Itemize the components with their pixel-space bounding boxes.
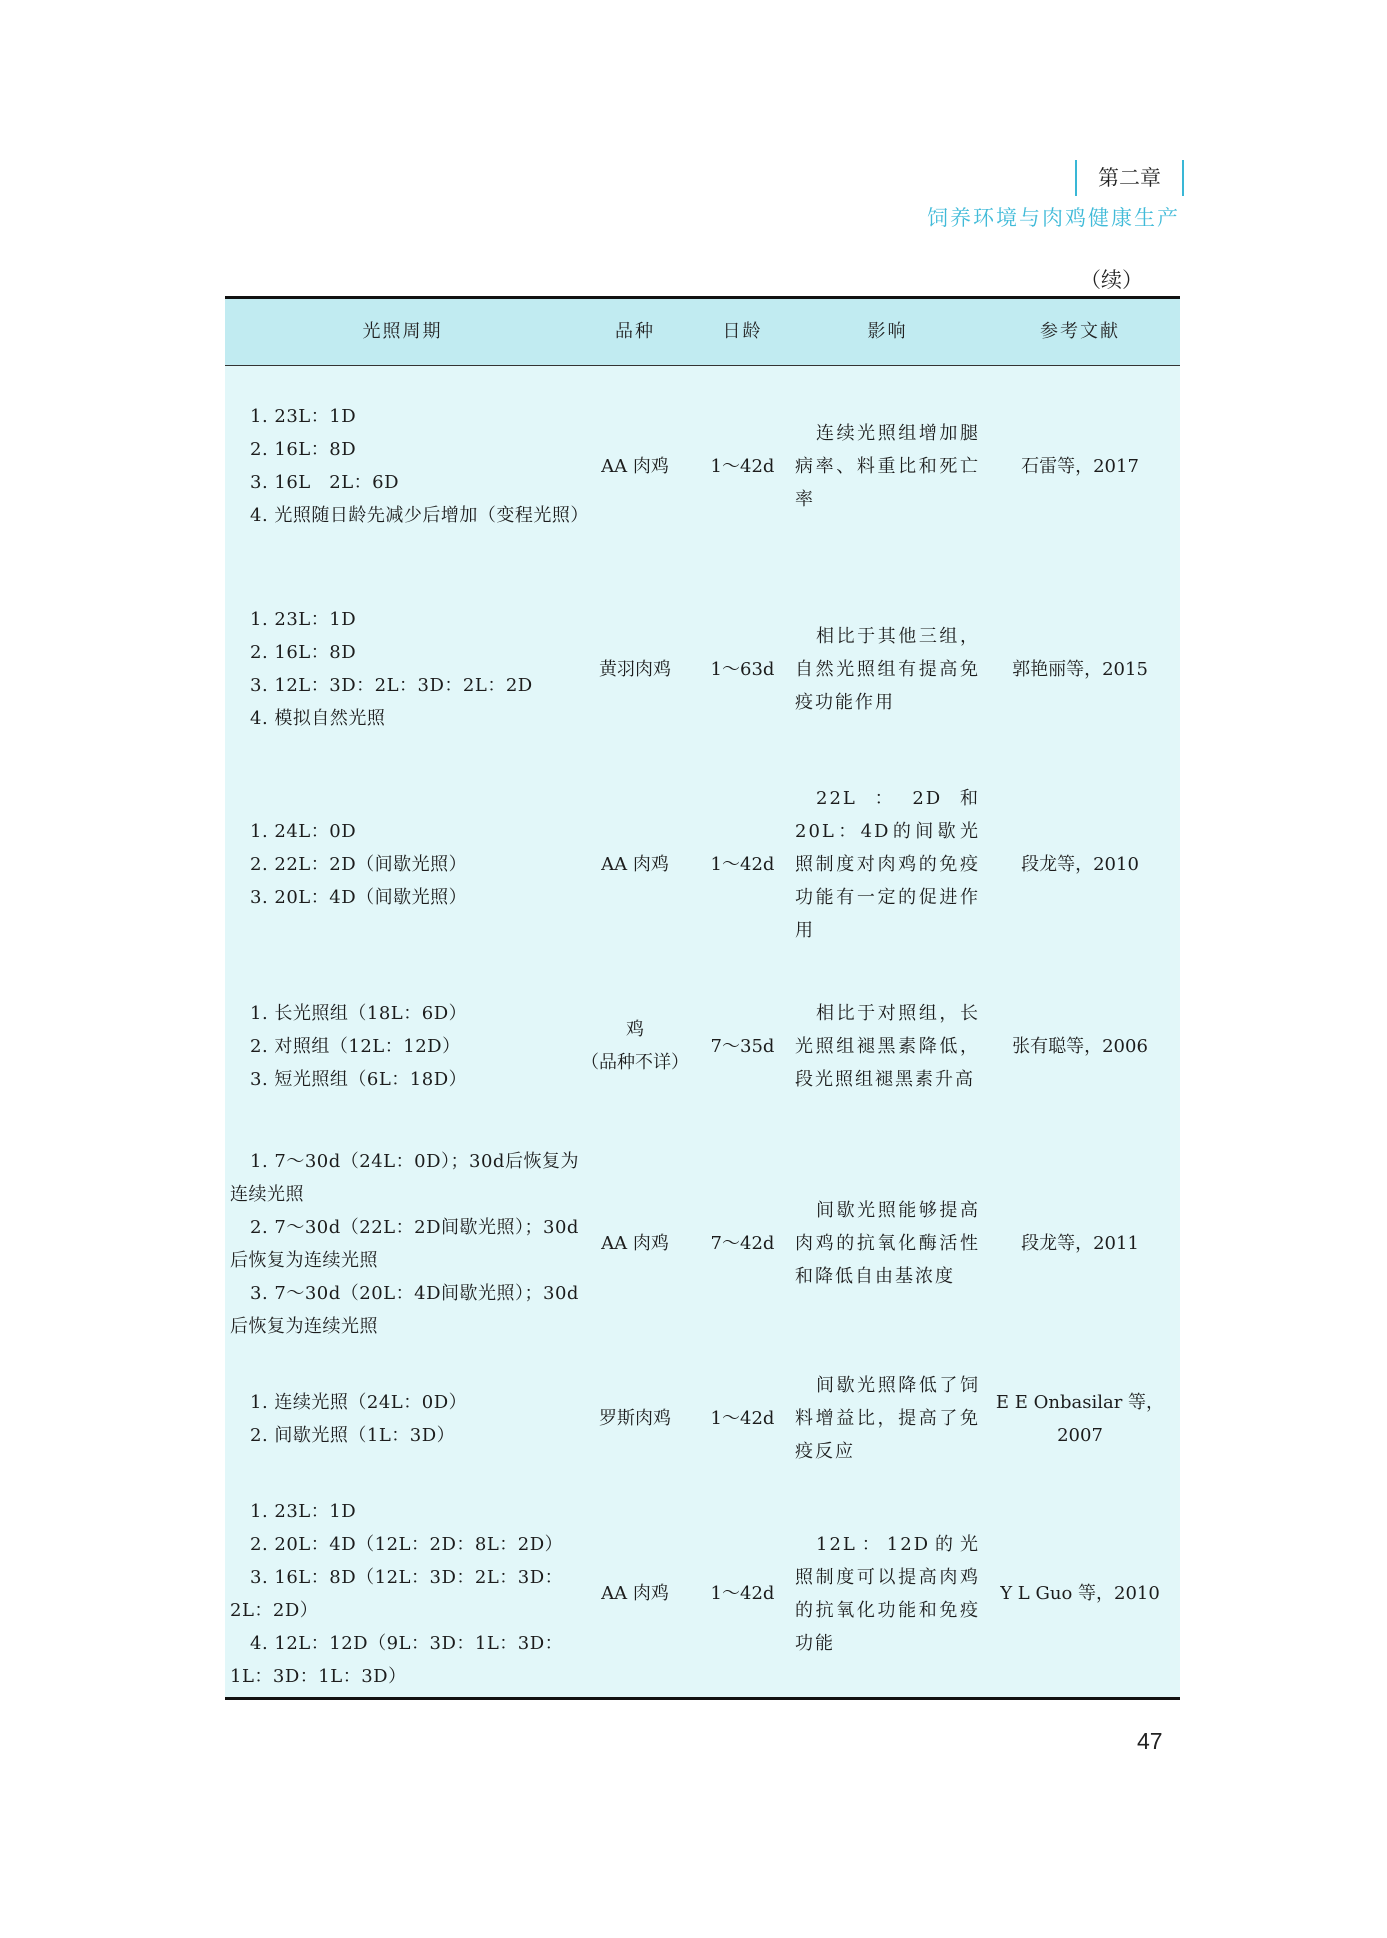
period-item: 1. 24L：0D — [250, 820, 357, 842]
period-item: 3. 20L：4D（间歇光照） — [250, 886, 468, 908]
age-text: 1～42d — [710, 1583, 775, 1604]
cell-age — [690, 566, 795, 772]
table-row — [225, 566, 1180, 772]
cell-effect — [795, 1486, 980, 1701]
cell-age — [690, 1136, 795, 1351]
effect-text: 连续光照组增加腿病率、料重比和死亡率 — [795, 422, 980, 510]
reference-text: E E Onbasilar 等，2007 — [995, 1391, 1165, 1446]
cell-reference — [980, 1351, 1180, 1486]
cell-breed — [580, 1351, 690, 1486]
period-item: 1. 23L：1D — [250, 609, 357, 630]
continued-label: （续） — [1080, 268, 1143, 292]
cell-age — [690, 366, 795, 566]
effect-text: 相比于其他三组，自然光照组有提高免疫功能作用 — [795, 625, 980, 713]
breed-text: AA 肉鸡 — [601, 455, 669, 477]
age-text: 1～42d — [710, 853, 775, 875]
effect-text: 22L：2D和20L：4D的间歇光照制度对肉鸡的免疫功能有一定的促进作用 — [795, 787, 980, 941]
cell-light-period — [225, 1351, 580, 1486]
breed-text: 罗斯肉鸡 — [599, 1408, 671, 1429]
effect-text: 12L：12D的光照制度可以提高肉鸡的抗氧化功能和免疫功能 — [795, 1533, 980, 1654]
effect-text: 间歇光照降低了饲料增益比，提高了免疫反应 — [795, 1375, 980, 1462]
breed-text: AA 肉鸡 — [601, 1233, 669, 1254]
breed-text: AA 肉鸡 — [601, 853, 669, 875]
cell-reference — [980, 1136, 1180, 1351]
cell-breed — [580, 366, 690, 566]
table-row — [225, 1351, 1180, 1486]
table-row — [225, 1486, 1180, 1701]
period-item: 2. 间歇光照（1L：3D） — [250, 1424, 456, 1446]
cell-reference — [980, 1486, 1180, 1701]
breed-text: 鸡 （品种不详） — [581, 1019, 689, 1073]
cell-reference — [980, 956, 1180, 1136]
period-item: 4. 12L：12D（9L：3D：1L：3D：1L：3D：1L：3D） — [230, 1632, 564, 1687]
column-header-reference: 参考文献 — [1040, 321, 1120, 342]
cell-effect — [795, 366, 980, 566]
cell-breed — [580, 1486, 690, 1701]
period-item: 1. 23L：1D — [250, 406, 357, 427]
cell-breed — [580, 566, 690, 772]
reference-text: 郭艳丽等，2015 — [1012, 658, 1148, 680]
period-item: 3. 7～30d（20L：4D间歇光照）；30d后恢复为连续光照 — [230, 1282, 579, 1337]
period-item: 3. 16L：8D（12L：3D：2L：3D：2L：2D） — [230, 1566, 564, 1621]
reference-text: 石雷等，2017 — [1021, 455, 1139, 477]
cell-breed — [580, 956, 690, 1136]
age-text: 1～42d — [710, 1408, 775, 1429]
effect-text: 相比于对照组，长光照组褪黑素降低，段光照组褪黑素升高 — [795, 1002, 980, 1090]
period-item: 2. 对照组（12L：12D） — [250, 1035, 461, 1057]
period-item: 1. 连续光照（24L：0D） — [250, 1391, 468, 1413]
period-item: 1. 23L：1D — [250, 1500, 357, 1522]
period-item: 3. 12L：3D：2L：3D：2L：2D — [250, 675, 533, 696]
breed-text: AA 肉鸡 — [601, 1583, 669, 1604]
period-item: 1. 7～30d（24L：0D）；30d后恢复为连续光照 — [230, 1150, 579, 1205]
reference-text: 段龙等，2010 — [1021, 853, 1139, 875]
cell-effect — [795, 956, 980, 1136]
period-item: 2. 22L：2D（间歇光照） — [250, 853, 468, 875]
cell-age — [690, 956, 795, 1136]
cell-breed — [580, 1136, 690, 1351]
reference-text: 段龙等，2011 — [1021, 1233, 1139, 1254]
table-row — [225, 1136, 1180, 1351]
cell-age — [690, 772, 795, 956]
breed-text: 黄羽肉鸡 — [599, 658, 671, 680]
column-header-breed: 品种 — [615, 321, 655, 342]
cell-light-period — [225, 566, 580, 772]
cell-light-period — [225, 772, 580, 956]
reference-text: Y L Guo 等，2010 — [1000, 1583, 1160, 1604]
period-item: 2. 20L：4D（12L：2D：8L：2D） — [250, 1533, 564, 1555]
chapter-label: 第二章 — [1075, 160, 1184, 196]
cell-effect — [795, 772, 980, 956]
effect-text: 间歇光照能够提高肉鸡的抗氧化酶活性和降低自由基浓度 — [795, 1200, 980, 1287]
cell-effect — [795, 1136, 980, 1351]
cell-reference — [980, 366, 1180, 566]
column-header-effect: 影响 — [867, 321, 908, 342]
table-row — [225, 956, 1180, 1136]
table-row — [225, 772, 1180, 956]
column-header-period: 光照周期 — [362, 321, 443, 342]
table-row — [225, 366, 1180, 566]
period-item: 3. 短光照组（6L：18D） — [250, 1068, 468, 1090]
page-number: 47 — [1137, 1728, 1163, 1754]
cell-reference — [980, 772, 1180, 956]
age-text: 1～42d — [710, 455, 775, 477]
cell-breed — [580, 772, 690, 956]
cell-light-period — [225, 1136, 580, 1351]
cell-effect — [795, 1351, 980, 1486]
cell-age — [690, 1486, 795, 1701]
table-header — [225, 299, 1180, 366]
age-text: 7～42d — [710, 1233, 775, 1254]
reference-text: 张有聪等，2006 — [1012, 1035, 1148, 1057]
cell-effect — [795, 566, 980, 772]
age-text: 1～63d — [710, 658, 775, 680]
period-item: 2. 7～30d（22L：2D间歇光照）；30d后恢复为连续光照 — [230, 1216, 579, 1271]
period-item: 3. 16L 2L：6D — [250, 472, 400, 493]
cell-light-period — [225, 1486, 580, 1701]
data-table — [225, 296, 1180, 1700]
period-item: 4. 光照随日龄先减少后增加（变程光照） — [250, 505, 589, 526]
cell-light-period — [225, 366, 589, 566]
period-item: 2. 16L：8D — [250, 439, 357, 460]
age-text: 7～35d — [710, 1035, 775, 1057]
period-item: 4. 模拟自然光照 — [250, 708, 386, 729]
cell-reference — [980, 566, 1180, 772]
cell-light-period — [225, 956, 580, 1136]
chapter-title: 饲养环境与肉鸡健康生产 — [927, 206, 1180, 230]
period-item: 1. 长光照组（18L：6D） — [250, 1002, 468, 1024]
period-item: 2. 16L：8D — [250, 642, 357, 663]
column-header-age: 日龄 — [722, 321, 763, 342]
cell-age — [690, 1351, 795, 1486]
